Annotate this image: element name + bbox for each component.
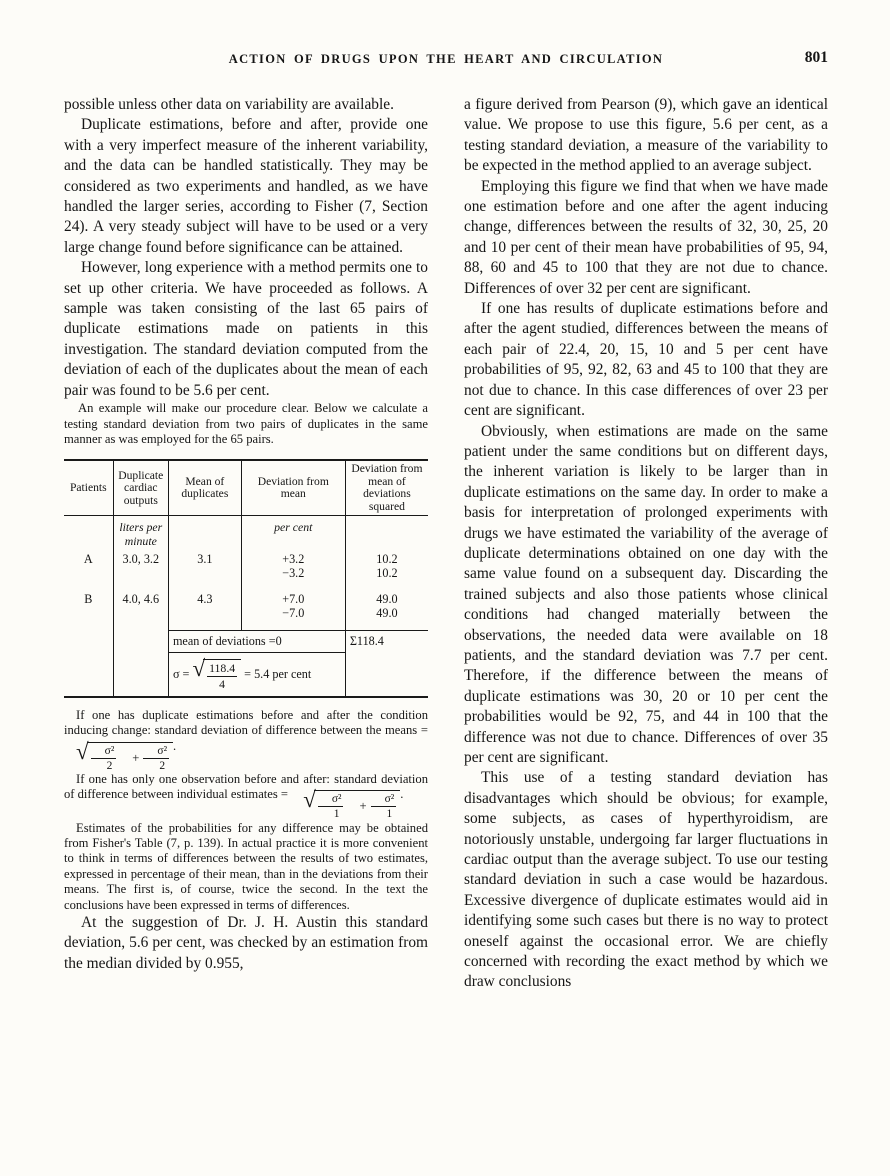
body-paragraph: This use of a testing standard deviation has disadvantages which should be obvious; for example, some subjects, as cases of hyperthyroidism, are notoriously unstable, undergoing far larger fluctuations in cardiac output than the average subject. To use our testing standard deviation in such a case would be hazardous. Excessive divergence of duplicate estimates would aid in identifying some such cases but there is no way to protect oneself against the occasional error. We are chiefly concerned with recording the exact method by which we draw conclusions	[464, 769, 828, 991]
radical-sign: √	[76, 738, 89, 764]
fraction	[207, 662, 237, 690]
body-paragraph: Employing this figure we find that when we have made one estimation before and one after the agent inducing change, differences between the results of 32, 30, 25, 20 and 10 per cent of their mean have probabilities of 95, 94, 88, 60 and 45 to 100 that they are not due to chance. Differences of over 32 per cent are significant.	[464, 177, 828, 297]
table-row-patient-b	[64, 590, 428, 631]
cell-mean: 4.3	[168, 590, 241, 631]
body-paragraph: If one has results of duplicate estimations before and after the agent studied, differences between the means of each pair of 22.4, 20, 15, 10 and 5 per cent have probabilities of 95, 92, 82, 63 and 45 to 100 that they are not due to chance. In this case differences of over 23 per cent are significant.	[464, 300, 828, 420]
table-cell-empty	[64, 631, 113, 653]
fraction-numerator: σ²	[91, 745, 117, 759]
sqrt-expression	[291, 788, 400, 820]
sigma-rhs: = 5.4 per cent	[244, 666, 312, 681]
sigma-lhs: σ =	[172, 666, 190, 681]
cell-outputs: 3.0, 3.2	[113, 550, 168, 590]
fraction-numerator: σ²	[143, 745, 169, 759]
cell-patient: B	[64, 590, 113, 631]
body-paragraph: Duplicate estimations, before and after, provide one with a very imperfect measure of the inherent variability, and the data can be handled statistically. They may be considered as two experiments and handled, as we have handled the larger series, according to Fisher (7, Section 24). A very steady subject will have to be used or a very large change found before significance can be attained.	[64, 116, 428, 256]
running-head	[64, 49, 828, 67]
cell-deviations	[241, 590, 345, 631]
cell-dev-squared	[345, 590, 428, 631]
table-cell-empty	[64, 516, 113, 551]
cell-mean: 3.1	[168, 550, 241, 590]
plus-sign: +	[359, 799, 367, 814]
fraction-numerator: σ²	[318, 793, 344, 807]
procedure-table	[64, 459, 428, 698]
footnote-text: If one has duplicate estimations before and after the condition inducing change: standard deviation of difference between the means =	[64, 708, 428, 738]
page-number: 801	[804, 49, 828, 66]
table-units-row	[64, 516, 428, 551]
fraction	[371, 793, 397, 820]
dev-squared-value: 10.2	[376, 552, 398, 567]
table-header-dev-squared: Deviation from mean of deviations squared	[345, 460, 428, 516]
fraction-denominator: 4	[219, 676, 226, 691]
left-column	[64, 95, 428, 993]
table-cell-empty	[168, 516, 241, 551]
table-header-deviation: Deviation from mean	[241, 460, 345, 516]
sqrt-expression	[64, 740, 173, 772]
dev-squared-value: 49.0	[376, 606, 398, 621]
unit-label-outputs: liters per minute	[113, 516, 168, 551]
dev-squared-value: 49.0	[376, 592, 398, 607]
footnote-single-observation	[64, 772, 428, 821]
plus-sign: +	[132, 750, 140, 765]
body-paragraph: At the suggestion of Dr. J. H. Austin this standard deviation, 5.6 per cent, was checked by an estimation from the median divided by 0.955,	[64, 913, 428, 972]
table-cell-empty	[113, 631, 168, 653]
table-header-row	[64, 460, 428, 516]
table-sigma-row	[64, 653, 428, 697]
dev-squared-value: 10.2	[376, 566, 398, 581]
fraction	[318, 793, 344, 820]
body-paragraph: Obviously, when estimations are made on the same patient under the same conditions but on different days, the inherent variation is likely to be larger than in duplicate estimations on the same day. In order to make a basis for interpretation of prolonged experiments with drugs we have estimated the variability of the average of duplicate determinations obtained on one day with the same value found on a subsequent day. Discarding the trained subjects and also those patients whose clinical conditions had changed materially between the observations, the needed data were available on 18 patients, and the standard deviation was 7.7 per cent. Therefore, if the difference between the means of duplicate estimations was 30, 20 or 10 per cent the probabilities would be 92, 75, and 44 in 100 that the difference was not due to chance. Differences of over 35 per cent are significant.	[464, 422, 828, 766]
fraction-denominator: 1	[333, 808, 340, 821]
table-row-patient-a	[64, 550, 428, 590]
table-header-outputs: Duplicate cardiac outputs	[113, 460, 168, 516]
running-head-title: ACTION OF DRUGS UPON THE HEART AND CIRCULATION	[228, 52, 664, 66]
table-header-patients: Patients	[64, 460, 113, 516]
table-cell-empty	[113, 653, 168, 697]
radical-sign: √	[192, 656, 206, 682]
cell-dev-squared	[345, 550, 428, 590]
cell-outputs: 4.0, 4.6	[113, 590, 168, 631]
deviation-plus: +7.0	[282, 592, 305, 607]
two-column-layout	[64, 95, 828, 993]
fraction-numerator: σ²	[371, 793, 397, 807]
fraction	[91, 745, 117, 772]
sqrt-expression	[192, 657, 241, 690]
table-cell-empty	[345, 516, 428, 551]
mean-of-deviations: mean of deviations =0	[168, 631, 345, 653]
sum-squared: Σ118.4	[345, 631, 428, 653]
cell-deviations	[241, 550, 345, 590]
table-cell-empty	[345, 653, 428, 697]
deviation-plus: +3.2	[282, 552, 305, 567]
table-summary-row	[64, 631, 428, 653]
footnote-suffix: .	[173, 738, 177, 753]
fraction-denominator: 2	[159, 759, 166, 772]
table-cell-empty	[64, 653, 113, 697]
body-paragraph: However, long experience with a method permits one to set up other criteria. We have proceeded as follows. A sample was taken consisting of the last 65 pairs of duplicate estimations made on patients in this investigation. The standard deviation computed from the deviation of each of the duplicates about the mean of each pair was found to be 5.6 per cent.	[64, 259, 428, 399]
deviation-minus: −3.2	[282, 566, 305, 581]
fraction	[143, 745, 169, 772]
sigma-formula	[173, 657, 311, 690]
footnote-suffix: .	[400, 787, 404, 802]
fraction-denominator: 2	[106, 759, 113, 772]
footnote-text: If one has only one observation before and after: standard deviation of difference between individual estimates =	[64, 772, 428, 802]
radical-sign: √	[303, 787, 316, 813]
footnote-probabilities: Estimates of the probabilities for any difference may be obtained from Fisher's Table (7, p. 139). In actual practice it is more convenient to think in terms of differences between the results of two estimates, expressed in percentage of their mean, than in the deviations from their means. The first is, of course, twice the second. In the text the conclusions have been expressed in terms of differences.	[64, 820, 428, 912]
fraction-denominator: 1	[386, 808, 393, 821]
cell-patient: A	[64, 550, 113, 590]
body-paragraph: a figure derived from Pearson (9), which gave an identical value. We propose to use this figure, 5.6 per cent, as a testing standard deviation, a measure of the variability to be expected in the method applied to an average subject.	[464, 96, 828, 175]
deviation-minus: −7.0	[282, 606, 305, 621]
right-column	[464, 95, 828, 993]
body-paragraph: possible unless other data on variability are available.	[64, 96, 394, 113]
table-header-mean: Mean of duplicates	[168, 460, 241, 516]
sigma-formula-cell	[168, 653, 345, 697]
example-note: An example will make our procedure clear. Below we calculate a testing standard deviation from two pairs of duplicates in the same manner as was employed for the 65 pairs.	[64, 401, 428, 446]
fraction-numerator: 118.4	[209, 661, 236, 676]
unit-label-deviation: per cent	[241, 516, 345, 551]
footnote-duplicate-estimations	[64, 708, 428, 772]
